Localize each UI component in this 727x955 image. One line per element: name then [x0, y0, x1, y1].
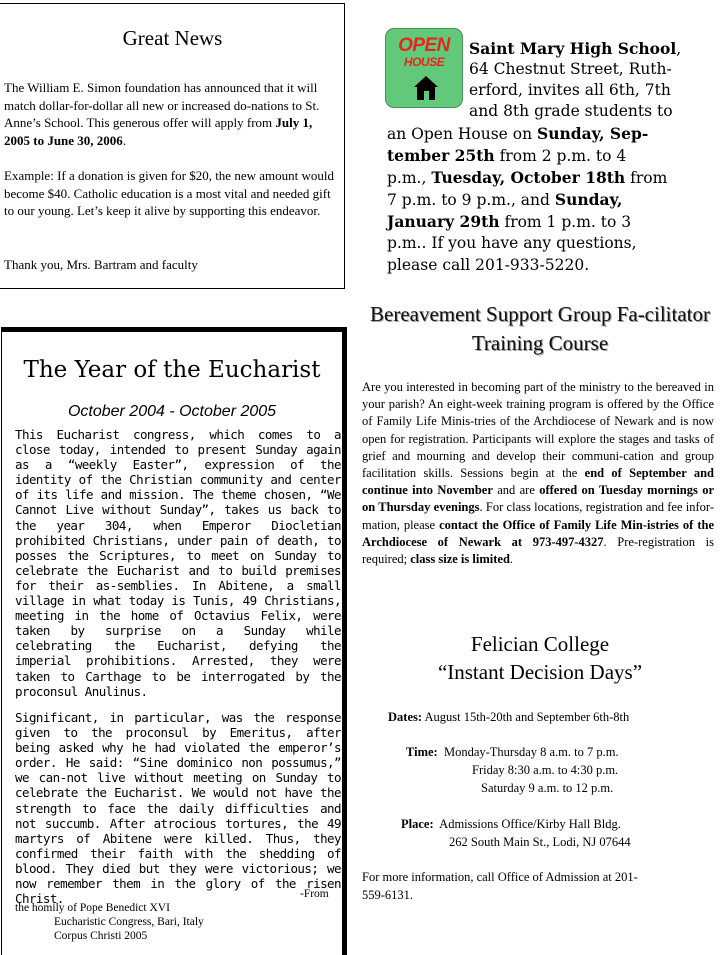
felician-place-1 [401, 817, 621, 832]
eucharist-box [1, 327, 347, 955]
time-label: Time: [406, 745, 438, 759]
open-house-line-10: p.m.. If you have any questions, [387, 234, 637, 252]
great-news-text: The William E. Simon foundation has announced that it will match dollar-for-dollar all new or increased do-nations to St. Anne’s School. This generous offer will apply from [4, 80, 320, 130]
citation-line-2: Eucharistic Congress, Bari, Italy [54, 916, 204, 928]
place-label: Place: [401, 817, 434, 831]
bereavement-text: and are [492, 483, 540, 498]
great-news-paragraph-1 [4, 79, 340, 149]
great-news-signature: Thank you, Mrs. Bartram and faculty [4, 257, 198, 272]
bereavement-bold: offered on Tuesday mornings or on Thursday evenings [362, 483, 714, 515]
great-news-dates: July 1, 2005 to June 30, 2006 [4, 115, 313, 148]
great-news-period: . [122, 132, 127, 148]
bereavement-bold: end of September and continue into November [362, 466, 714, 498]
open-house-line-3: erford, invites all 6th, 7th [469, 81, 671, 99]
open-house-line-4: and 8th grade students to [469, 102, 673, 120]
oh-date: Sunday, Sep- [537, 124, 649, 143]
open-house-line-9 [387, 212, 631, 231]
open-house-logo [385, 28, 463, 108]
open-house-line-11: please call 201-933-5220. [387, 256, 590, 274]
felician-time-2: Friday 8:30 a.m. to 4:30 p.m. [472, 763, 619, 777]
eucharist-title: The Year of the Eucharist [23, 357, 321, 383]
oh-date: Sunday, [554, 190, 623, 209]
oh-text: from 1 p.m. to 3 [499, 213, 632, 231]
time-value: Monday-Thursday 8 a.m. to 7 p.m. [437, 745, 619, 759]
oh-text: from 2 p.m. to 4 [494, 147, 627, 165]
open-house-comma: , [676, 40, 682, 58]
oh-text: an Open House on [387, 125, 537, 143]
open-house-line-1 [469, 38, 681, 61]
felician-time-1 [406, 745, 619, 760]
open-house-line-6 [387, 146, 626, 165]
oh-date: tember 25th [387, 146, 495, 165]
bereavement-text: . Pre-registration is required; [362, 534, 714, 567]
great-news-title: Great News [122, 26, 223, 50]
felician-time-3: Saturday 9 a.m. to 12 p.m. [481, 781, 614, 795]
bereavement-text: Are you interested in becoming part of the ministry to the bereaved in your parish? An eight-week training program is offered by the Office of Family Life Minis-tries of the Archdiocese of Newark and is now open for registration. Participants will explore the stages and tasks of grief and mourning and develop their communi-cation and group facilitation skills. Sessions begin at the [362, 380, 714, 481]
dates-label: Dates: [388, 710, 423, 724]
place-value: Admissions Office/Kirby Hall Bldg. [433, 817, 621, 831]
bereavement-body [362, 379, 714, 568]
felician-more-info-2: 559-6131. [362, 888, 414, 902]
felician-more-info-1: For more information, call Office of Admission at 201- [362, 870, 638, 884]
oh-text: 7 p.m. to 9 p.m., and [387, 191, 555, 209]
eucharist-paragraph-1: This Eucharist congress, which comes to a close today, intended to present Sunday again as a “weekly Easter”, expression of the identity of the Christian community and center of its life and mission. The theme chosen, “We Cannot Live without Sunday”, takes us back to the year 304, when Emperor Diocletian prohibited Christians, under pain of death, to posses the Scriptures, to meet on Sunday to celebrate the Eucharist and to build premises for their as-semblies. In Abitene, a small village in what today is Tunis, 49 Christians, meeting in the home of Octavius Felix, were taken by surprise on a Sunday while celebrating the Eucharist, defying the imperial prohibitions. Arrested, they were taken to Carthage to be interrogated by the proconsul Anulinus. [15, 427, 341, 699]
dates-value: August 15th-20th and September 6th-8th [422, 710, 630, 724]
bereavement-contact: contact the Office of Family Life Min-istries of the Archdiocese of Newark at 973-497-4327 [362, 517, 714, 549]
citation-line-3: Corpus Christi 2005 [54, 930, 148, 942]
open-house-line-8 [387, 190, 622, 209]
great-news-box [0, 3, 345, 289]
citation-line-1: the homily of Pope Benedict XVI [15, 902, 170, 914]
eucharist-paragraph-2: Significant, in particular, was the response given to the proconsul by Emeritus, after being asked why he had violated the emperor’s order. He said: “Sine dominico non possumus,” we can-not live without meeting on Sunday to celebrate the Eucharist. We would not have the strength to face the daily difficulties and not succumb. After atrocious tortures, the 49 martyrs of Abitene were killed. Thus, they confirmed their faith with the shedding of blood. They died but they were victorious; we now remember them in the glory of the risen Christ. [15, 710, 341, 907]
bereavement-title: Bereavement Support Group Fa-cilitator Training Course [370, 302, 710, 355]
felician-title [360, 630, 720, 686]
oh-date: Tuesday, October 18th [431, 168, 626, 187]
felician-title-line-2: “Instant Decision Days” [437, 660, 643, 684]
open-house-line-5 [387, 124, 648, 143]
citation-from: -From [300, 888, 329, 900]
bereavement-text: . For class locations, registration and fee infor-mation, please [362, 500, 714, 532]
open-house-logo-line-1: OPEN [398, 35, 450, 56]
oh-text: from [625, 169, 668, 187]
oh-date: January 29th [387, 212, 500, 231]
open-house-line-2: 64 Chestnut Street, Ruth- [469, 60, 672, 78]
open-house-logo-line-2: HOUSE [403, 55, 445, 69]
house-icon [413, 75, 439, 101]
felician-place-2: 262 South Main St., Lodi, NJ 07644 [449, 835, 631, 849]
bereavement-bold: class size is limited [410, 552, 510, 567]
oh-text: p.m., [387, 169, 432, 187]
felician-title-line-1: Felician College [470, 632, 610, 656]
bereavement-text: . [509, 552, 514, 567]
open-house-line-7 [387, 168, 667, 187]
felician-dates [388, 710, 629, 725]
eucharist-subtitle: October 2004 - October 2005 [67, 403, 277, 420]
great-news-paragraph-2: Example: If a donation is given for $20, the new amount would become $40. Catholic education is a most vital and needed gift to our young. Let’s keep it alive by supporting this endeavor. [4, 168, 334, 218]
school-name: Saint Mary High School [469, 39, 677, 58]
